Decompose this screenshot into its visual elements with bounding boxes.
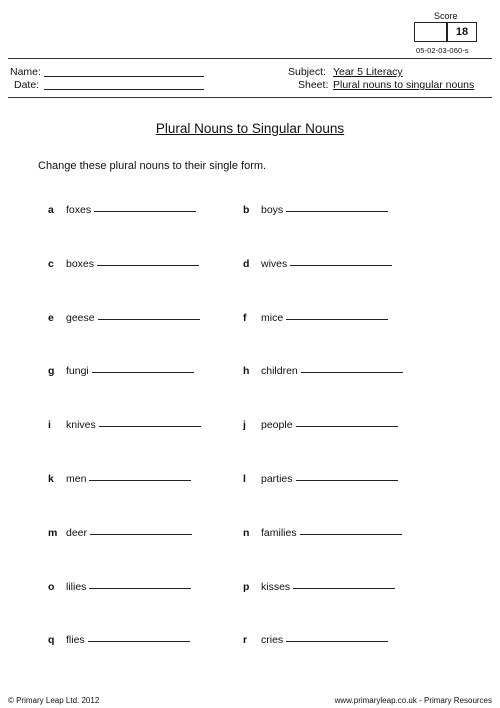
question-item xyxy=(48,312,200,324)
question-letter: c xyxy=(48,258,54,270)
answer-blank[interactable] xyxy=(296,480,398,481)
date-label: Date: xyxy=(14,79,40,91)
question-letter: h xyxy=(243,365,250,377)
top-divider xyxy=(8,58,492,59)
footer-copyright: © Primary Leap Ltd. 2012 xyxy=(8,696,100,705)
answer-blank[interactable] xyxy=(94,211,196,212)
question-item xyxy=(243,473,398,485)
answer-blank[interactable] xyxy=(300,534,402,535)
question-letter: k xyxy=(48,473,54,485)
answer-blank[interactable] xyxy=(89,480,191,481)
header-divider xyxy=(8,97,492,98)
plural-noun: wives xyxy=(261,258,288,270)
question-item xyxy=(243,634,388,646)
question-letter: m xyxy=(48,527,58,539)
question-letter: q xyxy=(48,634,55,646)
name-label: Name: xyxy=(10,66,41,78)
answer-blank[interactable] xyxy=(286,211,388,212)
date-field[interactable] xyxy=(44,89,204,90)
answer-blank[interactable] xyxy=(293,588,395,589)
question-letter: a xyxy=(48,204,54,216)
question-letter: l xyxy=(243,473,246,485)
plural-noun: flies xyxy=(66,634,85,646)
plural-noun: boys xyxy=(261,204,284,216)
sheet-value: Plural nouns to singular nouns xyxy=(333,79,475,91)
plural-noun: men xyxy=(66,473,87,485)
question-item xyxy=(48,204,196,216)
plural-noun: kisses xyxy=(261,581,291,593)
plural-noun: people xyxy=(261,419,293,431)
plural-noun: cries xyxy=(261,634,284,646)
question-item xyxy=(243,312,388,324)
plural-noun: lilies xyxy=(66,581,87,593)
score-total: 18 xyxy=(447,22,477,42)
answer-blank[interactable] xyxy=(301,372,403,373)
subject-label: Subject: xyxy=(288,66,326,78)
instruction-text: Change these plural nouns to their single form. xyxy=(38,160,267,172)
plural-noun: deer xyxy=(66,527,88,539)
question-letter: n xyxy=(243,527,250,539)
answer-blank[interactable] xyxy=(296,426,398,427)
question-item xyxy=(243,419,398,431)
question-item xyxy=(48,581,191,593)
score-box xyxy=(414,22,478,42)
sheet-code: 05-02-03-060-s xyxy=(416,46,469,55)
plural-noun: knives xyxy=(66,419,96,431)
question-item xyxy=(243,204,388,216)
answer-blank[interactable] xyxy=(286,319,388,320)
question-letter: e xyxy=(48,312,54,324)
answer-blank[interactable] xyxy=(88,641,190,642)
question-item xyxy=(48,473,191,485)
page-title: Plural Nouns to Singular Nouns xyxy=(155,121,345,136)
question-item xyxy=(243,527,402,539)
question-letter: j xyxy=(243,419,246,431)
subject-value: Year 5 Literacy xyxy=(333,66,403,78)
question-letter: i xyxy=(48,419,51,431)
answer-blank[interactable] xyxy=(89,588,191,589)
plural-noun: boxes xyxy=(66,258,95,270)
footer-website: www.primaryleap.co.uk - Primary Resources xyxy=(334,696,492,705)
answer-blank[interactable] xyxy=(286,641,388,642)
score-label: Score xyxy=(434,11,458,21)
question-letter: b xyxy=(243,204,250,216)
plural-noun: fungi xyxy=(66,365,89,377)
question-letter: f xyxy=(243,312,247,324)
plural-noun: children xyxy=(261,365,298,377)
question-letter: g xyxy=(48,365,55,377)
plural-noun: parties xyxy=(261,473,293,485)
answer-blank[interactable] xyxy=(92,372,194,373)
question-letter: o xyxy=(48,581,55,593)
question-letter: p xyxy=(243,581,250,593)
answer-blank[interactable] xyxy=(90,534,192,535)
question-item xyxy=(48,634,190,646)
question-item xyxy=(48,258,199,270)
question-item xyxy=(48,527,192,539)
name-field[interactable] xyxy=(44,76,204,77)
plural-noun: foxes xyxy=(66,204,92,216)
sheet-label: Sheet: xyxy=(298,79,329,91)
score-input[interactable] xyxy=(414,22,447,42)
question-letter: d xyxy=(243,258,250,270)
plural-noun: geese xyxy=(66,312,95,324)
answer-blank[interactable] xyxy=(99,426,201,427)
question-item xyxy=(243,581,395,593)
question-item xyxy=(48,365,194,377)
question-item xyxy=(48,419,201,431)
question-letter: r xyxy=(243,634,248,646)
plural-noun: families xyxy=(261,527,297,539)
answer-blank[interactable] xyxy=(290,265,392,266)
plural-noun: mice xyxy=(261,312,284,324)
answer-blank[interactable] xyxy=(97,265,199,266)
question-item xyxy=(243,258,392,270)
question-item xyxy=(243,365,403,377)
answer-blank[interactable] xyxy=(98,319,200,320)
